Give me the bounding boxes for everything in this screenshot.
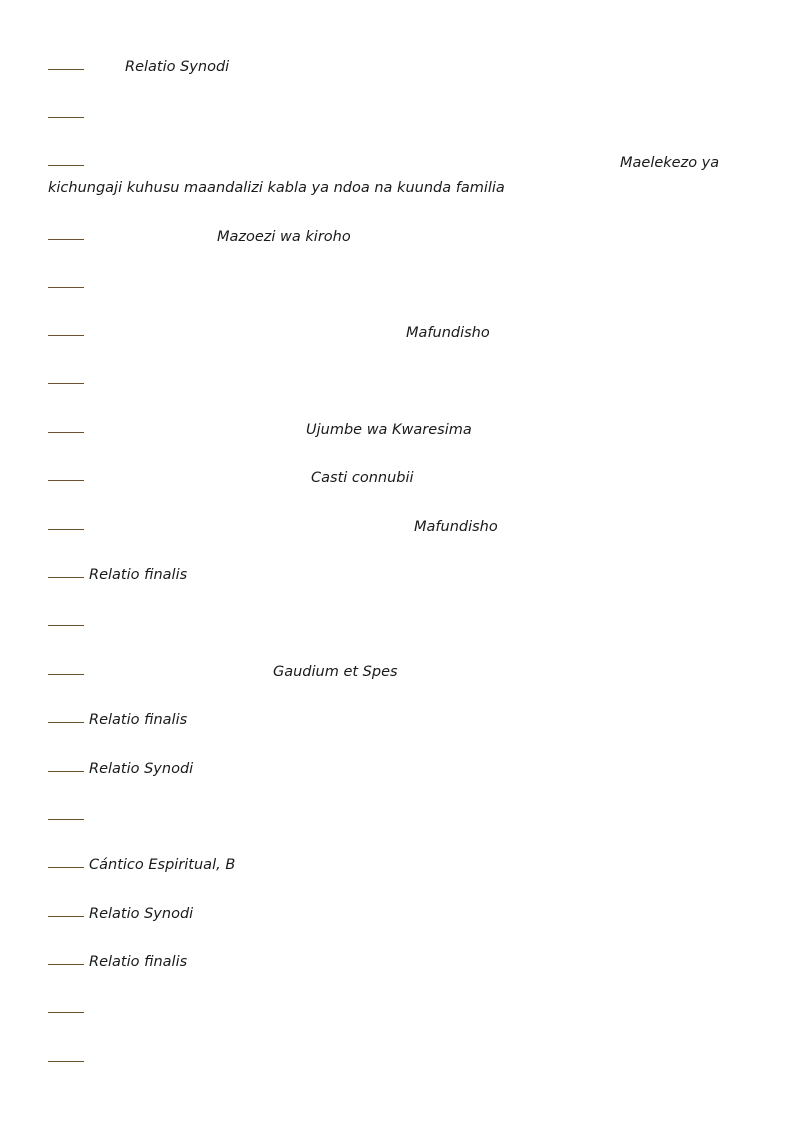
- footnote-10: [48, 515, 738, 540]
- footnote-11: [48, 563, 738, 588]
- footnote-5: [48, 273, 738, 298]
- footnote-rule: [48, 480, 84, 481]
- footnote-rule: [48, 287, 84, 288]
- footnote-rule: [48, 722, 84, 723]
- footnote-17: [48, 853, 738, 878]
- footnote-rule: [48, 529, 84, 530]
- footnote-rule: [48, 69, 84, 70]
- footnote-source: Relatio finalis: [89, 954, 188, 970]
- footnote-rule: [48, 383, 84, 384]
- footnote-source: Relatio finalis: [89, 712, 188, 728]
- footnote-rule: [48, 577, 84, 578]
- footnote-source: Ujumbe wa Kwaresima: [306, 422, 472, 438]
- footnote-15: [48, 757, 738, 782]
- footnote-rule: [48, 1061, 84, 1062]
- footnote-16: [48, 805, 738, 830]
- footnote-source: Gaudium et Spes: [273, 664, 398, 680]
- footnote-rule: [48, 674, 84, 675]
- footnote-18: [48, 902, 738, 927]
- footnote-rule: [48, 165, 84, 166]
- footnote-rule: [48, 117, 84, 118]
- footnote-source: Mafundisho: [406, 325, 490, 341]
- footnote-20: [48, 998, 738, 1023]
- footnote-source: Mafundisho: [414, 519, 498, 535]
- footnote-6: [48, 321, 738, 346]
- footnote-13: [48, 660, 738, 685]
- footnote-source: Mazoezi wa kiroho: [217, 229, 351, 245]
- footnote-9: [48, 466, 738, 491]
- footnote-source: Relatio Synodi: [89, 906, 194, 922]
- footnote-7: [48, 369, 738, 394]
- footnote-rule: [48, 964, 84, 965]
- footnote-rule: [48, 867, 84, 868]
- footnote-rule: [48, 819, 84, 820]
- footnote-1: [48, 55, 738, 80]
- footnote-rule: [48, 335, 84, 336]
- footnote-source: Maelekezo ya kichungaji kuhusu maandalizi kabla ya ndoa na kuunda familia: [48, 155, 720, 196]
- footnote-source: Relatio Synodi: [125, 59, 230, 75]
- footnote-rule: [48, 625, 84, 626]
- footnote-rule: [48, 1012, 84, 1013]
- footnote-rule: [48, 771, 84, 772]
- footnote-2: [48, 103, 738, 128]
- footnote-rule: [48, 432, 84, 433]
- footnote-21: [48, 1047, 738, 1072]
- footnote-source: Relatio Synodi: [89, 761, 194, 777]
- footnote-source: Relatio finalis: [89, 567, 188, 583]
- footnote-source: Cántico Espiritual, B: [89, 857, 236, 873]
- footnote-8: [48, 418, 738, 443]
- footnote-rule: [48, 916, 84, 917]
- footnote-19: [48, 950, 738, 975]
- footnote-4: [48, 225, 738, 250]
- footnote-14: [48, 708, 738, 733]
- footnote-12: [48, 611, 738, 636]
- footnote-rule: [48, 239, 84, 240]
- footnote-source: Casti connubii: [311, 470, 414, 486]
- footnote-3: [48, 151, 738, 201]
